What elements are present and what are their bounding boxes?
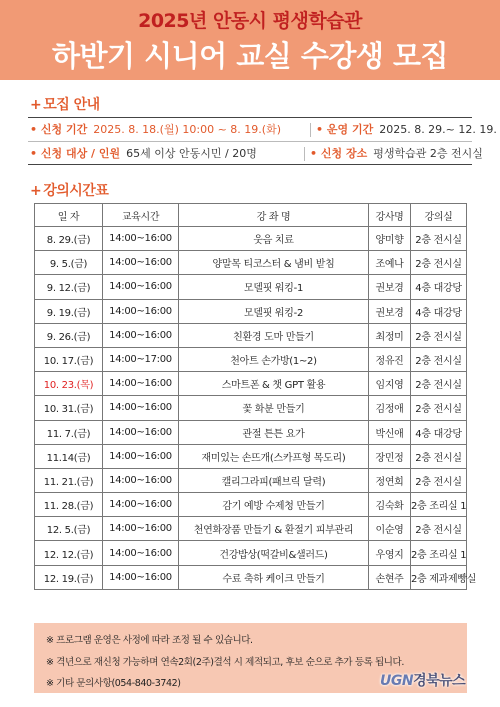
- cell-date: 12. 12.(금): [35, 541, 103, 565]
- info-item-period: [30, 118, 281, 142]
- cell-room: 2층 제과제빵실: [411, 565, 467, 589]
- cell-course: 모델핏 워킹-1: [179, 275, 369, 299]
- cell-course: 천연화장품 만들기 & 환절기 피부관리: [179, 517, 369, 541]
- cell-room: 2층 전시실: [411, 347, 467, 371]
- header-subtitle: 2025년 안동시 평생학습관: [138, 10, 362, 32]
- cell-time: 14:00~16:00: [103, 565, 179, 589]
- info-value: 2025. 8. 29.~ 12. 19.: [379, 123, 497, 136]
- cell-time: 14:00~16:00: [103, 420, 179, 444]
- info-item-place: [310, 142, 483, 166]
- cell-instructor: 손현주: [369, 565, 411, 589]
- cell-date: 9. 19.(금): [35, 299, 103, 323]
- table-row: [35, 468, 467, 492]
- schedule-table-body: [35, 227, 477, 590]
- cell-time: 14:00~16:00: [103, 299, 179, 323]
- info-value: 2025. 8. 18.(월) 10:00 ~ 8. 19.(화): [93, 123, 281, 136]
- cell-course: 관절 튼튼 요가: [179, 420, 369, 444]
- cell-date: 9. 12.(금): [35, 275, 103, 299]
- cell-date: 9. 26.(금): [35, 323, 103, 347]
- cell-instructor: 김정애: [369, 396, 411, 420]
- cell-instructor: 최정미: [369, 323, 411, 347]
- info-label: • 운영 기간: [316, 123, 374, 136]
- info-value: 평생학습관 2층 전시실: [373, 147, 483, 160]
- cell-instructor: 김숙화: [369, 493, 411, 517]
- header-banner: [0, 0, 500, 80]
- table-row: [35, 565, 467, 589]
- cell-course: 모델핏 워킹-2: [179, 299, 369, 323]
- cell-course: 천아트 손가방(1~2): [179, 347, 369, 371]
- cell-time: 14:00~16:00: [103, 372, 179, 396]
- cell-instructor: 양미향: [369, 227, 411, 251]
- schedule-table: [34, 203, 477, 590]
- column-header-course: 강 좌 명: [179, 204, 369, 227]
- divider: [310, 123, 311, 137]
- table-header-row: [35, 204, 467, 227]
- info-item-target: [30, 142, 257, 166]
- column-header-date: 일 자: [35, 204, 103, 227]
- cell-time: 14:00~16:00: [103, 444, 179, 468]
- table-row: [35, 299, 467, 323]
- cell-room: 2층 전시실: [411, 227, 467, 251]
- cell-room: 2층 조리실 1: [411, 541, 467, 565]
- plus-icon: +: [30, 97, 42, 113]
- cell-course: 건강밥상(떡갈비&샐러드): [179, 541, 369, 565]
- note-item: ※ 격년으로 재신청 가능하며 연속2회(2주)결석 시 제적되고, 후보 순으로 추가 등록 됩니다.: [46, 657, 404, 668]
- cell-room: 2층 전시실: [411, 323, 467, 347]
- cell-time: 14:00~17:00: [103, 347, 179, 371]
- info-row: [28, 142, 483, 166]
- info-label: • 신청 장소: [310, 147, 368, 160]
- cell-instructor: 박신애: [369, 420, 411, 444]
- table-row: [35, 541, 467, 565]
- column-header-room: 강의실: [411, 204, 467, 227]
- cell-room: 2층 전시실: [411, 468, 467, 492]
- cell-instructor: 임지영: [369, 372, 411, 396]
- cell-instructor: 정연희: [369, 468, 411, 492]
- cell-course: 캘리그라피(패브릭 달력): [179, 468, 369, 492]
- cell-time: 14:00~16:00: [103, 541, 179, 565]
- schedule-heading: 강의시간표: [43, 183, 109, 199]
- info-label: • 신청 기간: [30, 123, 88, 136]
- cell-time: 14:00~16:00: [103, 227, 179, 251]
- watermark-name: 경북뉴스: [413, 673, 466, 689]
- cell-instructor: 권보경: [369, 299, 411, 323]
- cell-date: 10. 17.(금): [35, 347, 103, 371]
- info-row: [28, 118, 497, 142]
- info-label: • 신청 대상 / 인원: [30, 147, 121, 160]
- cell-course: 양말목 티코스터 & 냄비 받침: [179, 251, 369, 275]
- info-value: 65세 이상 안동시민 / 20명: [126, 147, 257, 160]
- cell-room: 4층 대강당: [411, 275, 467, 299]
- cell-course: 스마트폰 & 챗 GPT 활용: [179, 372, 369, 396]
- cell-room: 4층 대강당: [411, 420, 467, 444]
- cell-date: 8. 29.(금): [35, 227, 103, 251]
- header-title: 하반기 시니어 교실 수강생 모집: [51, 39, 449, 73]
- cell-instructor: 조예나: [369, 251, 411, 275]
- cell-course: 꽃 화분 만들기: [179, 396, 369, 420]
- cell-instructor: 정유진: [369, 347, 411, 371]
- cell-date: 12. 19.(금): [35, 565, 103, 589]
- cell-instructor: 권보경: [369, 275, 411, 299]
- table-row: [35, 323, 467, 347]
- table-row: [35, 227, 467, 251]
- cell-time: 14:00~16:00: [103, 468, 179, 492]
- cell-date: 10. 23.(목): [35, 372, 103, 396]
- recruit-section-title: [30, 94, 100, 114]
- cell-room: 4층 대강당: [411, 299, 467, 323]
- cell-room: 2층 조리실 1: [411, 493, 467, 517]
- schedule-section-title: [30, 180, 108, 200]
- cell-room: 2층 전시실: [411, 251, 467, 275]
- cell-date: 10. 31.(금): [35, 396, 103, 420]
- cell-date: 11. 7.(금): [35, 420, 103, 444]
- cell-course: 재미있는 손뜨개(스카프형 목도리): [179, 444, 369, 468]
- cell-room: 2층 전시실: [411, 444, 467, 468]
- cell-date: 9. 5.(금): [35, 251, 103, 275]
- cell-date: 11.14(금): [35, 444, 103, 468]
- table-row: [35, 275, 467, 299]
- table-row: [35, 420, 467, 444]
- cell-time: 14:00~16:00: [103, 275, 179, 299]
- cell-room: 2층 전시실: [411, 372, 467, 396]
- cell-time: 14:00~16:00: [103, 251, 179, 275]
- cell-date: 11. 21.(금): [35, 468, 103, 492]
- table-row: [35, 517, 467, 541]
- cell-time: 14:00~16:00: [103, 517, 179, 541]
- cell-course: 감기 예방 수제청 만들기: [179, 493, 369, 517]
- cell-instructor: 우영지: [369, 541, 411, 565]
- cell-date: 12. 5.(금): [35, 517, 103, 541]
- table-row: [35, 396, 467, 420]
- cell-course: 친환경 도마 만들기: [179, 323, 369, 347]
- note-item: ※ 프로그램 운영은 사정에 따라 조정 될 수 있습니다.: [46, 635, 253, 646]
- cell-course: 웃음 치료: [179, 227, 369, 251]
- watermark-brand: UGN: [380, 673, 414, 689]
- cell-instructor: 장민정: [369, 444, 411, 468]
- cell-room: 2층 전시실: [411, 517, 467, 541]
- info-item-operation: [316, 118, 497, 142]
- table-row: [35, 347, 467, 371]
- divider: [304, 147, 305, 161]
- column-header-time: 교육시간: [103, 204, 179, 227]
- recruit-info-box: [28, 117, 497, 165]
- cell-instructor: 이순영: [369, 517, 411, 541]
- table-row: [35, 372, 467, 396]
- cell-course: 수료 축하 케이크 만들기: [179, 565, 369, 589]
- table-row: [35, 444, 467, 468]
- watermark-logo: [380, 670, 465, 690]
- plus-icon: +: [30, 183, 42, 199]
- cell-date: 11. 28.(금): [35, 493, 103, 517]
- cell-time: 14:00~16:00: [103, 396, 179, 420]
- table-row: [35, 251, 467, 275]
- column-header-instructor: 강사명: [369, 204, 411, 227]
- table-row: [35, 493, 467, 517]
- recruit-heading: 모집 안내: [43, 97, 100, 113]
- note-item: ※ 기타 문의사항(054-840-3742): [46, 678, 181, 689]
- cell-time: 14:00~16:00: [103, 493, 179, 517]
- cell-room: 2층 전시실: [411, 396, 467, 420]
- cell-time: 14:00~16:00: [103, 323, 179, 347]
